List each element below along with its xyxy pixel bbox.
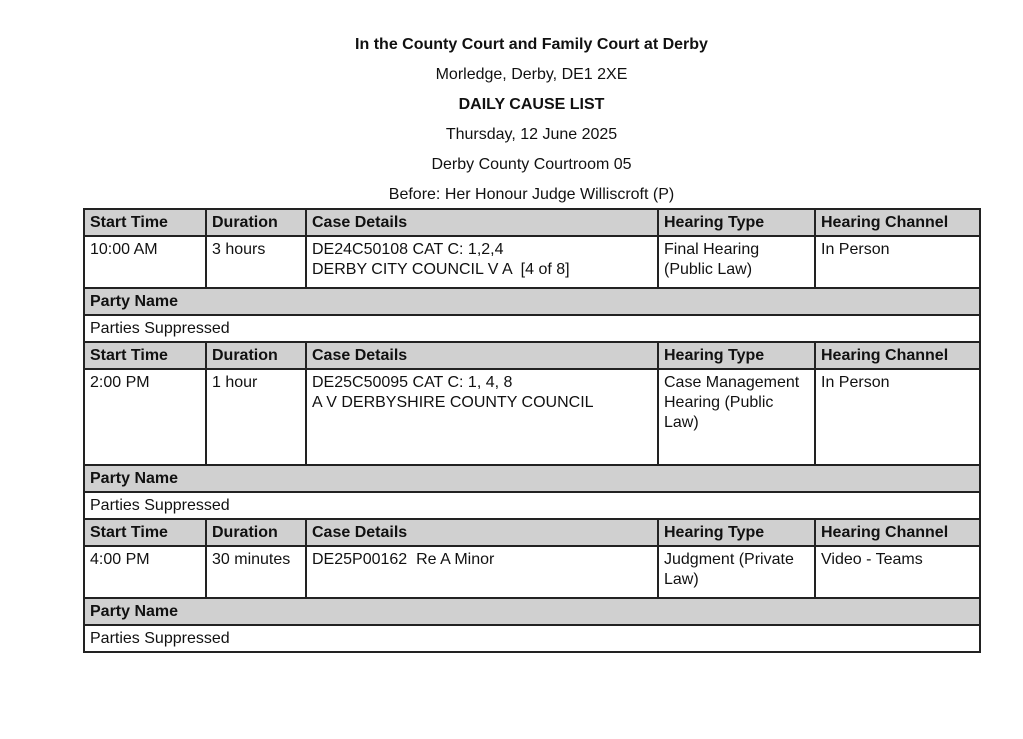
case-details-header: Case Details <box>306 209 658 236</box>
party-name: Parties Suppressed <box>84 625 980 652</box>
case-number: DE25P00162 Re A Minor <box>312 551 495 568</box>
hearing-channel: In Person <box>815 369 980 465</box>
hearing-type-header: Hearing Type <box>658 342 815 369</box>
list-title: DAILY CAUSE LIST <box>458 96 605 113</box>
hearing-channel-header: Hearing Channel <box>815 519 980 546</box>
start-time-header: Start Time <box>84 519 206 546</box>
hearing-type: Final Hearing (Public Law) <box>658 236 815 288</box>
start-time: 10:00 AM <box>84 236 206 288</box>
case-number: DE24C50108 CAT C: 1,2,4 <box>312 241 504 258</box>
hearing-row <box>84 369 980 465</box>
duration-header: Duration <box>206 209 306 236</box>
start-time-header: Start Time <box>84 342 206 369</box>
hearing-type: Case Management Hearing (Public Law) <box>658 369 815 465</box>
duration-header: Duration <box>206 342 306 369</box>
court-name: In the County Court and Family Court at Derby <box>355 36 708 53</box>
party-name-header: Party Name <box>84 598 980 625</box>
duration-header: Duration <box>206 519 306 546</box>
start-time-header: Start Time <box>84 209 206 236</box>
list-date: Thursday, 12 June 2025 <box>445 126 618 143</box>
list-header <box>0 30 1023 210</box>
hearing-row <box>84 236 980 288</box>
hearing-type-header: Hearing Type <box>658 209 815 236</box>
case-details-header: Case Details <box>306 342 658 369</box>
duration: 3 hours <box>206 236 306 288</box>
party-row <box>84 492 980 519</box>
case-name: A V DERBYSHIRE COUNTY COUNCIL <box>312 394 594 411</box>
hearing-channel-header: Hearing Channel <box>815 342 980 369</box>
hearing-channel: Video - Teams <box>815 546 980 598</box>
hearing-channel-header: Hearing Channel <box>815 209 980 236</box>
party-header-row <box>84 465 980 492</box>
duration: 1 hour <box>206 369 306 465</box>
party-name: Parties Suppressed <box>84 492 980 519</box>
column-header-row <box>84 209 980 236</box>
party-row <box>84 315 980 342</box>
court-address: Morledge, Derby, DE1 2XE <box>435 66 628 83</box>
party-header-row <box>84 598 980 625</box>
column-header-row <box>84 519 980 546</box>
party-header-row <box>84 288 980 315</box>
column-header-row <box>84 342 980 369</box>
case-number: DE25C50095 CAT C: 1, 4, 8 <box>312 374 513 391</box>
party-row <box>84 625 980 652</box>
courtroom: Derby County Courtroom 05 <box>431 156 632 173</box>
case-details <box>306 369 658 465</box>
hearing-row <box>84 546 980 598</box>
hearing-type-header: Hearing Type <box>658 519 815 546</box>
case-name: DERBY CITY COUNCIL V A [4 of 8] <box>312 261 570 278</box>
start-time: 4:00 PM <box>84 546 206 598</box>
party-name-header: Party Name <box>84 288 980 315</box>
case-details <box>306 546 658 598</box>
duration: 30 minutes <box>206 546 306 598</box>
party-name: Parties Suppressed <box>84 315 980 342</box>
judge: Before: Her Honour Judge Williscroft (P) <box>388 186 675 203</box>
hearing-type: Judgment (Private Law) <box>658 546 815 598</box>
hearing-channel: In Person <box>815 236 980 288</box>
start-time: 2:00 PM <box>84 369 206 465</box>
party-name-header: Party Name <box>84 465 980 492</box>
cause-list-table <box>83 208 981 653</box>
case-details <box>306 236 658 288</box>
case-details-header: Case Details <box>306 519 658 546</box>
